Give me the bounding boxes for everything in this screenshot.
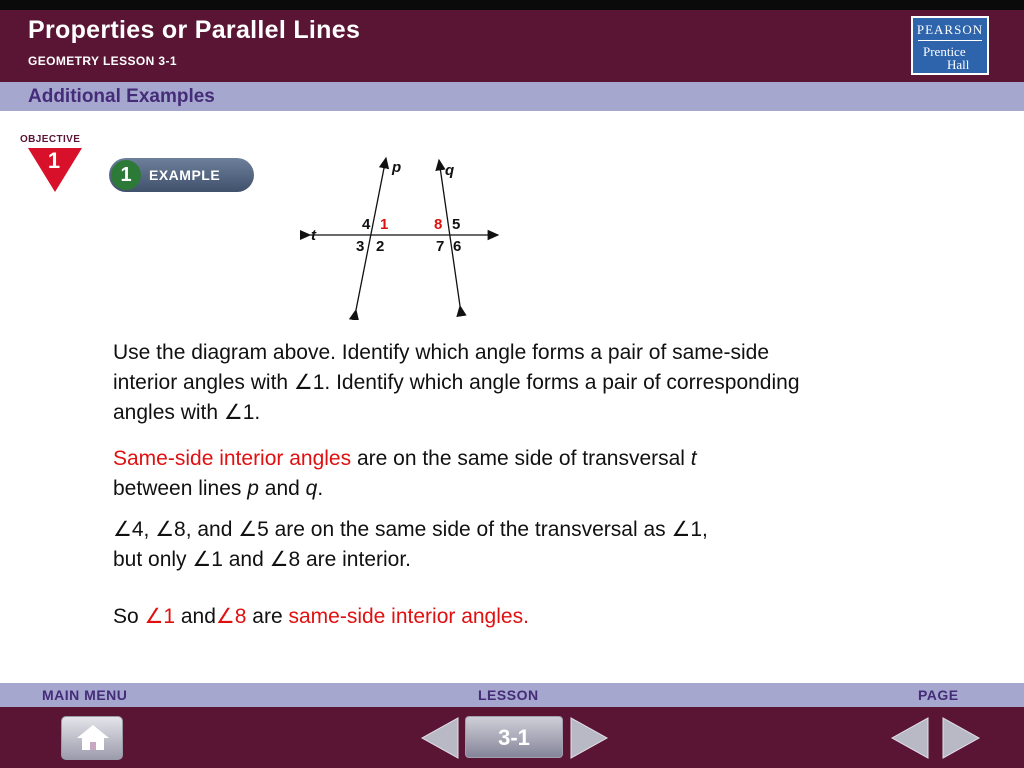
lesson-prev-arrow-icon[interactable] [420, 716, 460, 760]
objective-label: OBJECTIVE [20, 134, 81, 145]
page-prev-arrow-icon[interactable] [890, 716, 930, 760]
parallel-lines-diagram [300, 150, 510, 320]
main-menu-label: MAIN MENU [42, 687, 128, 703]
angle-label-5: 5 [452, 216, 461, 233]
lesson-number-button[interactable] [465, 716, 563, 758]
example-number: 1 [111, 160, 141, 190]
main-menu-button[interactable] [61, 716, 123, 760]
line-q [439, 160, 460, 306]
angle-label-3: 3 [356, 238, 365, 255]
section-bar [0, 82, 1024, 111]
top-edge [0, 0, 1024, 10]
page-title: Properties or Parallel Lines [28, 16, 361, 44]
lesson-number: 3-1 [498, 725, 530, 750]
line-p [356, 158, 389, 310]
question-text: Use the diagram above. Identify which angle forms a pair of same-side interior angles with ∠1. Identify which angle forms a pair of corresponding angles with ∠1. [113, 341, 800, 424]
example-label: EXAMPLE [149, 167, 221, 183]
angle-label-8: 8 [434, 216, 443, 233]
reasoning-text: ∠4, ∠8, and ∠5 are on the same side of the transversal as ∠1, but only ∠1 and ∠8 are interior. [113, 518, 708, 571]
definition-text: Same-side interior angles are on the same side of transversal t between lines p and q. [113, 447, 697, 500]
label-t: t [311, 227, 316, 244]
pearson-logo: PEARSON Prentice Hall [911, 16, 989, 75]
page-next-arrow-icon[interactable] [941, 716, 981, 760]
example-badge [109, 158, 254, 192]
header-bar [0, 10, 1024, 82]
footer-label-bar [0, 683, 1024, 707]
objective-badge [20, 134, 90, 173]
definition-term: Same-side interior angles [113, 447, 352, 470]
lesson-next-arrow-icon[interactable] [569, 716, 609, 760]
home-icon [76, 724, 110, 752]
angle-label-2: 2 [376, 238, 385, 255]
angle-label-1: 1 [380, 216, 389, 233]
label-p: p [392, 159, 402, 176]
section-label: Additional Examples [28, 86, 215, 107]
angle-label-4: 4 [362, 216, 371, 233]
lesson-label: LESSON [478, 687, 539, 703]
conclusion-term: same-side interior angles. [288, 605, 529, 628]
page-label: PAGE [918, 687, 959, 703]
conclusion-text: So ∠1 and∠8 are same-side interior angles. [113, 605, 529, 628]
lesson-subtitle: GEOMETRY LESSON 3-1 [28, 54, 177, 68]
angle-label-7: 7 [436, 238, 445, 255]
objective-number: 1 [47, 148, 61, 173]
label-q: q [445, 162, 455, 179]
angle-label-6: 6 [453, 238, 462, 255]
